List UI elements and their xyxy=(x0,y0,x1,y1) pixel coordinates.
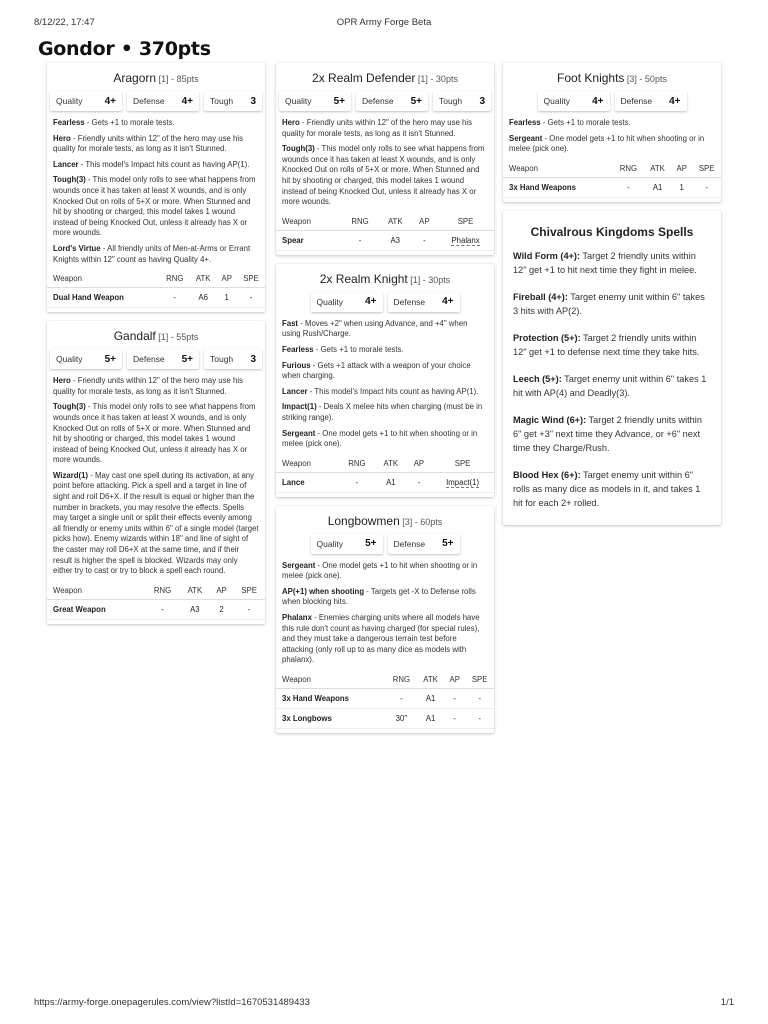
stat-value: 5+ xyxy=(181,353,193,365)
spell-item xyxy=(503,290,721,318)
col-weapon: Weapon xyxy=(503,160,613,178)
spell-name: Fireball (4+): xyxy=(513,291,568,302)
rule-item xyxy=(509,118,715,129)
spell-text: Target 2 friendly units within 12" get +1 to defense next time they take hits. xyxy=(513,332,700,357)
col-weapon: Weapon xyxy=(276,213,341,231)
col-ap: AP xyxy=(671,160,692,178)
unit-rules xyxy=(503,118,721,155)
rule-item xyxy=(53,118,259,129)
rule-name: Sergeant xyxy=(282,428,316,438)
weapon-ap: 2 xyxy=(210,599,233,619)
unit-rules xyxy=(276,118,494,208)
spell-text: Target 2 friendly units within 6" get +3" next time they Advance, or +6" next time they Charge/Rush. xyxy=(513,414,702,453)
weapon-atk: A1 xyxy=(644,177,671,197)
rule-item xyxy=(53,402,259,466)
rule-text: - Friendly units within 12" of the hero may use his quality for morale tests, as long as it isn't Stunned. xyxy=(53,376,243,396)
rule-item xyxy=(282,361,488,382)
unit-title xyxy=(47,71,265,85)
print-datetime: 8/12/22, 17:47 xyxy=(34,17,95,28)
weapon-rng: - xyxy=(339,472,375,492)
weapon-table xyxy=(47,270,265,308)
weapon-name: Great Weapon xyxy=(47,599,145,619)
unit-stats xyxy=(51,91,261,111)
stat-quality xyxy=(311,292,383,312)
col-rng: RNG xyxy=(339,455,375,473)
weapon-row xyxy=(276,230,494,250)
rule-item xyxy=(282,144,488,208)
weapon-rng: - xyxy=(341,230,379,250)
col-ap: AP xyxy=(444,671,465,689)
unit-card-foot-knights xyxy=(503,63,721,202)
spell-text: Target enemy unit within 6" takes 3 hits with AP(2). xyxy=(513,291,705,316)
col-weapon: Weapon xyxy=(276,455,339,473)
spell-item xyxy=(503,249,721,277)
unit-name: Aragorn xyxy=(113,71,157,85)
weapon-name: Dual Hand Weapon xyxy=(47,288,160,308)
rule-text: - Moves +2" when using Advance, and +4" when using Rush/Charge. xyxy=(282,318,468,339)
unit-title xyxy=(503,71,721,85)
rule-item xyxy=(282,387,488,398)
unit-meta: [1] - 30pts xyxy=(407,274,451,285)
rule-name: Furious xyxy=(282,360,311,370)
rule-text: - Targets get -X to Defense rolls when blocking hits. xyxy=(282,586,476,607)
unit-name: Gandalf xyxy=(113,329,156,344)
rule-name: Hero xyxy=(282,118,300,127)
print-url: https://army-forge.onepagerules.com/view?listId=1670531489433 xyxy=(34,997,310,1008)
weapon-ap: - xyxy=(407,472,432,492)
stat-value: 5+ xyxy=(333,95,345,107)
unit-stats xyxy=(280,292,490,312)
unit-rules xyxy=(47,118,265,265)
rule-item xyxy=(53,175,259,239)
spell-name: Magic Wind (6+): xyxy=(513,414,587,425)
weapon-rng: - xyxy=(613,177,644,197)
weapon-table xyxy=(47,582,265,620)
spell-item xyxy=(503,331,721,359)
weapon-spe: - xyxy=(465,689,494,709)
col-spe: SPE xyxy=(431,455,494,473)
print-footer xyxy=(34,997,734,1011)
stat-quality xyxy=(311,534,383,554)
rule-name: Fearless xyxy=(282,344,314,354)
rule-item xyxy=(53,244,259,265)
rule-text: - May cast one spell during its activation, at any point before attacking. Pick a spell and a target in line of sight and roll D6+X. If the result is equal or higher than the number in brackets, you may resolve the effects. Spells may target a single unit or split their effects evenly among all friendly or enemy units within 6" of a single model (target picks how). Enemy wizards within 18" and line of sight of the caster may roll D6+X at the same time, and if their result is higher the spell is blocked. Wizards may only either try to cast or try to block a spell each round. xyxy=(53,470,259,576)
rule-name: Hero xyxy=(53,376,71,386)
stat-label: Quality xyxy=(56,354,83,365)
rule-item xyxy=(282,402,488,423)
stat-quality xyxy=(50,349,122,369)
army-title: Gondor • 370pts xyxy=(38,38,211,60)
weapon-table xyxy=(276,213,494,251)
stat-tough xyxy=(204,91,262,111)
stat-label: Tough xyxy=(210,96,234,106)
col-rng: RNG xyxy=(341,213,379,231)
stat-defense xyxy=(615,91,687,111)
rule-item xyxy=(53,160,259,171)
rule-text: - Enemies charging units where all models have this rule don't count as having charged (for special rules), and they must take a dangerous terrain test before attacking (only roll up to as many dice as models with phalanx). xyxy=(282,613,480,665)
stat-label: Quality xyxy=(316,538,343,549)
rule-text: - This model's Impact hits count as having AP(1). xyxy=(78,159,250,169)
col-rng: RNG xyxy=(613,160,644,178)
rule-name: Fearless xyxy=(53,118,85,127)
col-spe: SPE xyxy=(237,270,265,288)
rule-item xyxy=(282,613,488,666)
rule-name: Sergeant xyxy=(509,133,543,143)
stat-label: Defense xyxy=(133,354,165,365)
weapon-header-row xyxy=(276,455,494,473)
weapon-spe: - xyxy=(692,177,721,197)
unit-rules xyxy=(276,561,494,666)
spell-text: Target enemy unit within 6" takes 1 hit with AP(4) and Deadly(3). xyxy=(513,373,707,398)
weapon-atk: A3 xyxy=(379,230,412,250)
stat-label: Defense xyxy=(620,96,653,106)
unit-rules xyxy=(276,319,494,450)
rule-text: - This model only rolls to see what happens from wounds once it has taken at least X wounds, and is only Knocked Out on rolls of 5+X or more. When Stunned and hit by shooting or charged, this model takes 1 wound instead of being Knocked Out, unless it already has X or more wounds. xyxy=(53,402,256,465)
col-spe: SPE xyxy=(465,671,494,689)
weapon-spe: - xyxy=(237,288,265,308)
unit-card-longbowmen xyxy=(276,506,494,733)
spell-name: Leech (5+): xyxy=(513,373,562,384)
spell-name: Wild Form (4+): xyxy=(513,250,581,261)
rule-name: Fast xyxy=(282,318,299,328)
rule-name: Tough(3) xyxy=(53,175,86,185)
unit-meta: [3] - 60pts xyxy=(399,516,443,527)
rule-name: Tough(3) xyxy=(282,144,315,154)
stat-value: 3 xyxy=(250,353,256,365)
unit-stats xyxy=(280,534,490,554)
weapon-atk: A1 xyxy=(417,709,444,729)
weapon-table xyxy=(276,671,494,729)
weapon-row xyxy=(276,709,494,729)
unit-meta: [1] - 30pts xyxy=(415,74,458,84)
stat-quality xyxy=(538,91,610,111)
unit-name: 2x Realm Defender xyxy=(312,71,416,85)
rule-item xyxy=(53,471,259,577)
col-rng: RNG xyxy=(386,671,417,689)
rule-text: - Friendly units within 12" of the hero may use his quality for morale tests, as long as it isn't Stunned. xyxy=(282,118,472,138)
stat-value: 4+ xyxy=(592,95,604,107)
stat-defense xyxy=(388,534,460,554)
stat-label: Defense xyxy=(362,96,394,106)
stat-label: Quality xyxy=(543,96,570,106)
weapon-name: Lance xyxy=(276,472,339,492)
rule-text: - Gets +1 to morale tests. xyxy=(84,118,175,127)
col-atk: ATK xyxy=(417,671,444,689)
unit-title xyxy=(276,71,494,85)
stat-label: Tough xyxy=(439,96,463,106)
stat-label: Quality xyxy=(316,296,343,307)
stat-quality xyxy=(279,91,351,111)
spell-text: Target 2 friendly units within 12" get +1 to hit next time they fight in melee. xyxy=(513,250,697,275)
weapon-name: Spear xyxy=(276,230,341,250)
weapon-ap: - xyxy=(444,689,465,709)
col-spe: SPE xyxy=(233,582,265,600)
weapon-spe: - xyxy=(233,599,265,619)
weapon-header-row xyxy=(47,582,265,600)
rule-text: - This model only rolls to see what happens from wounds once it has taken at least X wounds, and is only Knocked Out on rolls of 5+X or more. When Stunned and hit by shooting or charged, this model takes 1 wound instead of being Knocked Out, unless it already has X or more wounds. xyxy=(282,144,485,207)
rule-name: Sergeant xyxy=(282,560,316,570)
rule-item xyxy=(53,134,259,155)
rule-item xyxy=(53,376,259,397)
spell-name: Protection (5+): xyxy=(513,332,581,343)
unit-title xyxy=(276,514,494,528)
print-header xyxy=(34,17,734,31)
unit-card-aragorn xyxy=(47,63,265,312)
stat-quality xyxy=(50,91,122,111)
weapon-header-row xyxy=(276,213,494,231)
spells-card xyxy=(503,211,721,525)
rule-item xyxy=(282,118,488,139)
col-ap: AP xyxy=(407,455,432,473)
rule-name: Phalanx xyxy=(282,613,312,623)
rule-name: Hero xyxy=(53,133,71,143)
rule-text: - Gets +1 to morale tests. xyxy=(540,118,631,127)
stat-label: Defense xyxy=(393,538,426,549)
weapon-ap: 1 xyxy=(216,288,237,308)
stat-label: Tough xyxy=(210,354,234,365)
rule-text: - All friendly units of Men-at-Arms or Errant Knights within 12" count as having Quality 4+. xyxy=(53,243,251,264)
rule-text: - This model's Impact hits count as having AP(1). xyxy=(307,386,479,396)
weapon-row xyxy=(276,689,494,709)
weapon-rng: - xyxy=(386,689,417,709)
rule-name: Lancer xyxy=(282,386,308,396)
stat-value: 5+ xyxy=(365,538,377,550)
weapon-atk: A1 xyxy=(417,689,444,709)
print-page-title: OPR Army Forge Beta xyxy=(336,17,432,28)
stat-defense xyxy=(356,91,428,111)
stat-value: 4+ xyxy=(365,296,377,308)
col-ap: AP xyxy=(210,582,233,600)
col-atk: ATK xyxy=(379,213,412,231)
rule-text: - One model gets +1 to hit when shooting or in melee (pick one). xyxy=(282,560,478,581)
col-atk: ATK xyxy=(644,160,671,178)
unit-card-gandalf xyxy=(47,321,265,624)
stat-value: 3 xyxy=(250,95,256,107)
weapon-spe xyxy=(437,230,494,250)
weapon-ap: 1 xyxy=(671,177,692,197)
unit-card-realm-defender xyxy=(276,63,494,255)
unit-meta: [1] - 55pts xyxy=(155,332,199,343)
spell-text: Target enemy unit within 6" rolls as many dice as models in it, and takes 1 hit for each 2+ rolled. xyxy=(513,469,701,508)
weapon-rng: 30" xyxy=(386,709,417,729)
page-count: 1/1 xyxy=(720,997,734,1008)
unit-meta: [1] - 85pts xyxy=(156,74,199,84)
rule-name: Lord's Virtue xyxy=(53,243,101,253)
stat-tough xyxy=(433,91,491,111)
weapon-rng: - xyxy=(160,288,190,308)
weapon-header-row xyxy=(47,270,265,288)
rule-text: - Deals X melee hits when charging (must be in striking range). xyxy=(282,402,483,422)
rule-text: - Gets +1 to morale tests. xyxy=(313,344,404,354)
col-weapon: Weapon xyxy=(47,270,160,288)
weapon-table xyxy=(503,160,721,198)
col-weapon: Weapon xyxy=(276,671,386,689)
spell-item xyxy=(503,372,721,400)
weapon-name: 3x Hand Weapons xyxy=(503,177,613,197)
special-rule-link[interactable]: Phalanx xyxy=(451,235,480,245)
rule-name: Wizard(1) xyxy=(53,470,89,480)
rule-item xyxy=(282,429,488,450)
stat-value: 4+ xyxy=(442,296,454,308)
column-2 xyxy=(276,63,494,742)
unit-name: 2x Realm Knight xyxy=(319,271,408,286)
spell-item xyxy=(503,413,721,455)
col-atk: ATK xyxy=(180,582,210,600)
rule-text: - One model gets +1 to hit when shooting or in melee (pick one). xyxy=(509,133,705,154)
stat-value: 5+ xyxy=(410,95,422,107)
column-1 xyxy=(47,63,265,633)
unit-stats xyxy=(280,91,490,111)
weapon-row xyxy=(47,288,265,308)
rule-item xyxy=(282,561,488,582)
weapon-rng: - xyxy=(145,599,180,619)
weapon-name: 3x Longbows xyxy=(276,709,386,729)
rule-item xyxy=(282,345,488,356)
col-rng: RNG xyxy=(145,582,180,600)
weapon-ap: - xyxy=(412,230,437,250)
rule-name: AP(+1) when shooting xyxy=(282,586,365,596)
stat-value: 4+ xyxy=(104,95,116,107)
weapon-header-row xyxy=(503,160,721,178)
weapon-ap: - xyxy=(444,709,465,729)
rule-text: - Gets +1 attack with a weapon of your choice when charging. xyxy=(282,360,471,381)
weapon-header-row xyxy=(276,671,494,689)
spell-item xyxy=(503,468,721,510)
rule-text: - One model gets +1 to hit when shooting or in melee (pick one). xyxy=(282,428,478,449)
col-spe: SPE xyxy=(692,160,721,178)
rule-name: Tough(3) xyxy=(53,402,86,412)
spell-name: Blood Hex (6+): xyxy=(513,469,581,480)
weapon-row xyxy=(503,177,721,197)
unit-stats xyxy=(51,349,261,369)
spells-title: Chivalrous Kingdoms Spells xyxy=(530,224,694,239)
weapon-name: 3x Hand Weapons xyxy=(276,689,386,709)
rule-item xyxy=(282,319,488,340)
stat-tough xyxy=(204,349,262,369)
unit-title xyxy=(47,329,265,343)
stat-label: Quality xyxy=(56,96,83,106)
rule-name: Fearless xyxy=(509,118,541,127)
stat-label: Quality xyxy=(285,96,312,106)
stat-defense xyxy=(127,349,199,369)
rule-item xyxy=(509,134,715,155)
unit-name: Longbowmen xyxy=(327,513,400,528)
stat-defense xyxy=(127,91,199,111)
stat-value: 4+ xyxy=(669,95,681,107)
unit-title xyxy=(276,272,494,286)
rule-name: Lancer xyxy=(53,159,79,169)
special-rule-link[interactable]: Impact(1) xyxy=(446,477,480,487)
stat-label: Defense xyxy=(133,96,165,106)
unit-stats xyxy=(507,91,717,111)
stat-defense xyxy=(388,292,460,312)
col-ap: AP xyxy=(216,270,237,288)
stat-value: 5+ xyxy=(104,353,116,365)
stat-value: 4+ xyxy=(181,95,193,107)
weapon-row xyxy=(47,599,265,619)
rule-text: - This model only rolls to see what happens from wounds once it has taken at least X wounds, and is only Knocked Out on rolls of 5+X or more. When Stunned and hit by shooting or charged, this model takes 1 wound instead of being Knocked Out, unless it already has X or more wounds. xyxy=(53,175,256,238)
rule-text: - Friendly units within 12" of the hero may use his quality for morale tests, as long as it isn't Stunned. xyxy=(53,133,243,154)
col-weapon: Weapon xyxy=(47,582,145,600)
stat-label: Defense xyxy=(393,296,426,307)
stat-value: 5+ xyxy=(442,538,454,550)
col-rng: RNG xyxy=(160,270,190,288)
column-3 xyxy=(503,63,721,534)
weapon-spe: - xyxy=(465,709,494,729)
unit-card-realm-knight xyxy=(276,264,494,497)
unit-meta: [3] - 50pts xyxy=(624,74,667,84)
col-spe: SPE xyxy=(437,213,494,231)
unit-name: Foot Knights xyxy=(557,71,625,85)
weapon-atk: A1 xyxy=(375,472,407,492)
weapon-spe xyxy=(431,472,494,492)
weapon-row xyxy=(276,472,494,492)
col-atk: ATK xyxy=(190,270,217,288)
col-ap: AP xyxy=(412,213,437,231)
stat-value: 3 xyxy=(479,95,485,107)
rule-item xyxy=(282,587,488,608)
weapon-table xyxy=(276,455,494,493)
rule-name: Impact(1) xyxy=(282,402,317,412)
col-atk: ATK xyxy=(375,455,407,473)
weapon-atk: A3 xyxy=(180,599,210,619)
unit-rules xyxy=(47,376,265,577)
weapon-atk: A6 xyxy=(190,288,217,308)
